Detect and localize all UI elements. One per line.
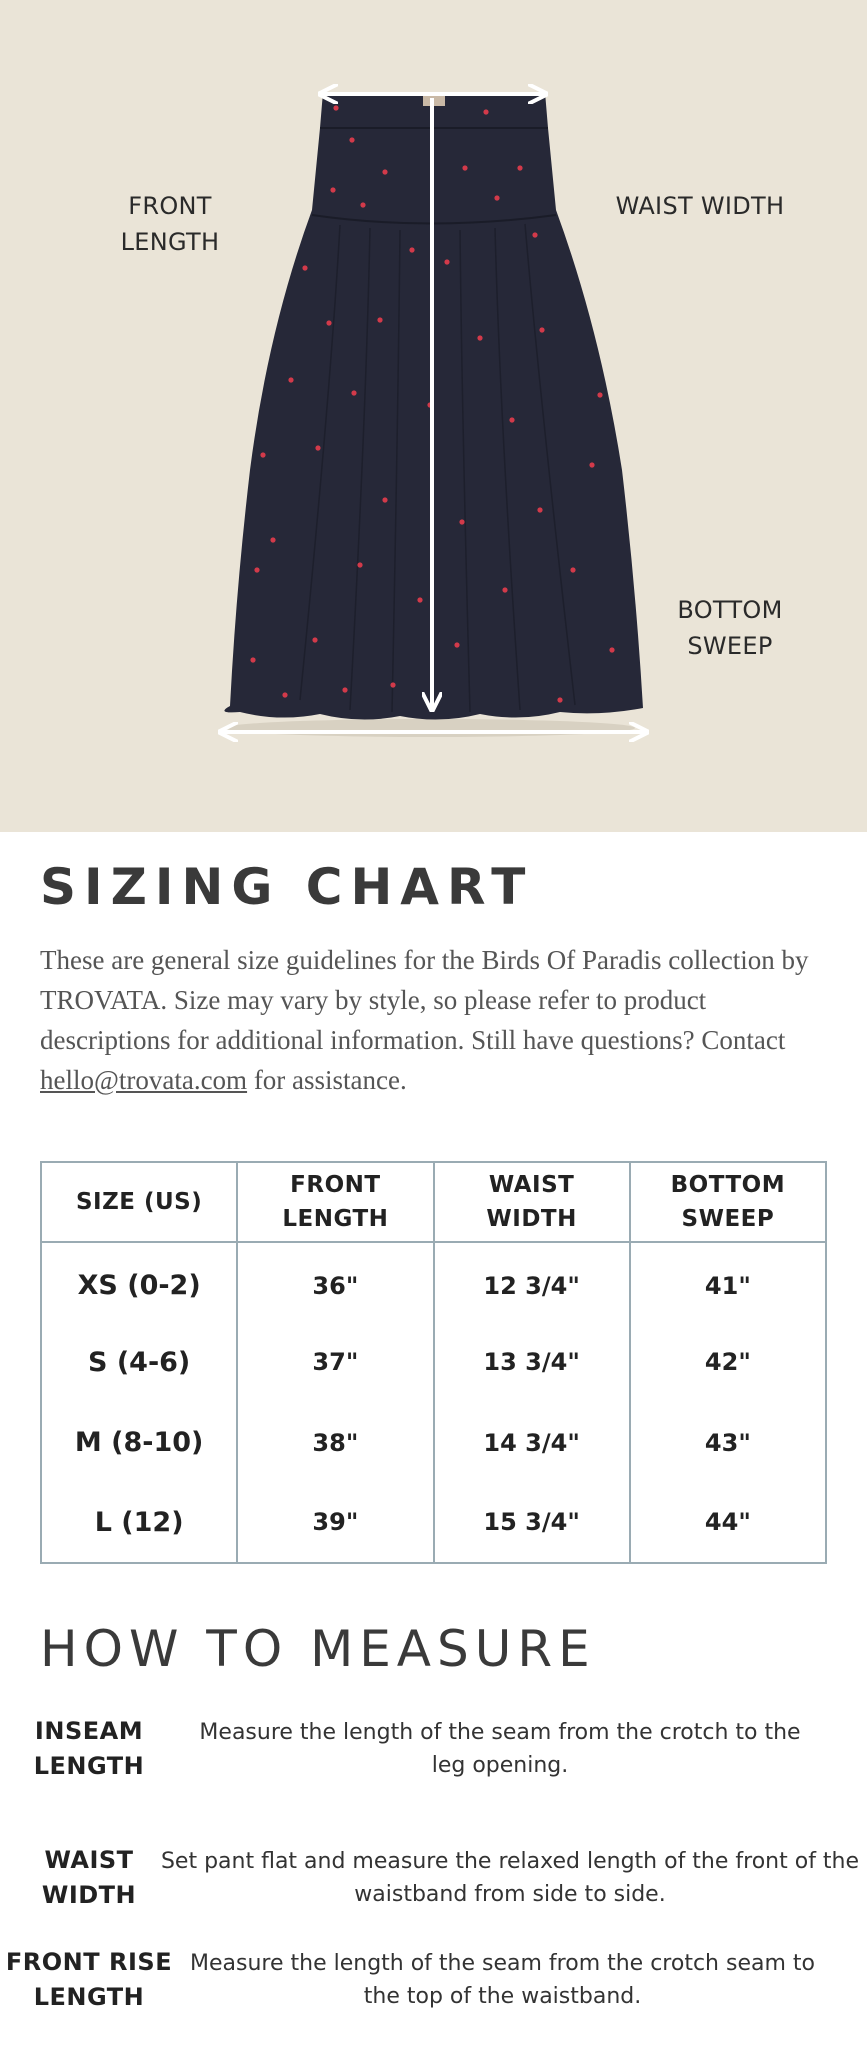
header-front-length-line2: LENGTH <box>282 1206 389 1232</box>
waist-width-cell: 14 3/4" <box>434 1403 630 1483</box>
measure-description: Measure the length of the seam from the crotch to the leg opening. <box>199 1720 801 1778</box>
skirt-illustration <box>0 0 867 832</box>
sizing-table <box>40 1161 827 1564</box>
table-row <box>41 1322 826 1402</box>
front-length-label-line1: FRONT <box>128 192 212 220</box>
header-bottom-sweep <box>630 1162 826 1242</box>
bottom-sweep-label <box>650 592 810 664</box>
size-cell: L (12) <box>41 1483 237 1563</box>
skirt-measurement-diagram <box>0 0 867 832</box>
bottom-sweep-cell: 43" <box>630 1403 826 1483</box>
waist-width-cell: 13 3/4" <box>434 1322 630 1402</box>
measure-term-line1: INSEAM <box>34 1717 144 1745</box>
table-row <box>41 1483 826 1563</box>
measure-term-line2: WIDTH <box>41 1881 137 1909</box>
header-front-length <box>237 1162 433 1242</box>
table-header-row <box>41 1162 826 1242</box>
waist-width-cell: 12 3/4" <box>434 1242 630 1322</box>
intro-body: These are general size guidelines for the Birds Of Paradis collection by TROVATA. Size may vary by style, so please refer to product descriptions for additional information. Still have questions? Contact <box>40 945 809 1055</box>
front-length-label-line2: LENGTH <box>120 228 220 256</box>
bottom-sweep-cell: 42" <box>630 1322 826 1402</box>
measure-item-inseam <box>0 1714 867 1804</box>
sizing-chart-title: SIZING CHART <box>40 858 534 916</box>
sizing-intro-text <box>40 940 840 1100</box>
measure-description: Set pant flat and measure the relaxed length of the front of the waistband from side to side. <box>160 1849 860 1907</box>
size-cell: M (8-10) <box>41 1403 237 1483</box>
measure-term <box>0 1714 178 1784</box>
front-length-cell: 38" <box>237 1403 433 1483</box>
size-cell: S (4-6) <box>41 1322 237 1402</box>
measure-term <box>0 1945 178 2015</box>
header-waist-width-line1: WAIST <box>488 1172 575 1198</box>
size-cell: XS (0-2) <box>41 1242 237 1322</box>
header-bottom-sweep-line1: BOTTOM <box>670 1172 786 1198</box>
measure-description: Measure the length of the seam from the crotch seam to the top of the waistband. <box>190 1951 815 2009</box>
waist-width-label: WAIST WIDTH <box>615 192 785 220</box>
measure-term <box>0 1843 178 1913</box>
header-waist-width-line2: WIDTH <box>486 1206 577 1232</box>
header-size <box>41 1162 237 1242</box>
front-length-cell: 39" <box>237 1483 433 1563</box>
bottom-sweep-cell: 41" <box>630 1242 826 1322</box>
measure-term-line2: LENGTH <box>33 1983 145 2011</box>
hem-shadow <box>225 719 635 737</box>
header-bottom-sweep-line2: SWEEP <box>681 1206 775 1232</box>
measure-item-front-rise <box>0 1945 867 2035</box>
header-size-text: SIZE (US) <box>75 1189 203 1215</box>
bottom-sweep-cell: 44" <box>630 1483 826 1563</box>
measure-term-line2: LENGTH <box>33 1752 145 1780</box>
measure-term-line1: FRONT RISE <box>5 1948 173 1976</box>
measure-term-line1: WAIST <box>44 1846 134 1874</box>
header-waist-width <box>434 1162 630 1242</box>
table-row <box>41 1242 826 1322</box>
intro-suffix: for assistance. <box>247 1065 407 1095</box>
contact-email-link[interactable]: hello@trovata.com <box>40 1065 248 1095</box>
front-length-cell: 37" <box>237 1322 433 1402</box>
front-length-label <box>95 188 245 260</box>
waist-width-cell: 15 3/4" <box>434 1483 630 1563</box>
bottom-sweep-label-line2: SWEEP <box>687 632 773 660</box>
header-front-length-line1: FRONT <box>290 1172 381 1198</box>
bottom-sweep-label-line1: BOTTOM <box>677 596 783 624</box>
measure-item-waist-width <box>0 1843 867 1933</box>
table-row <box>41 1403 826 1483</box>
front-length-cell: 36" <box>237 1242 433 1322</box>
how-to-measure-title: HOW TO MEASURE <box>40 1620 596 1678</box>
